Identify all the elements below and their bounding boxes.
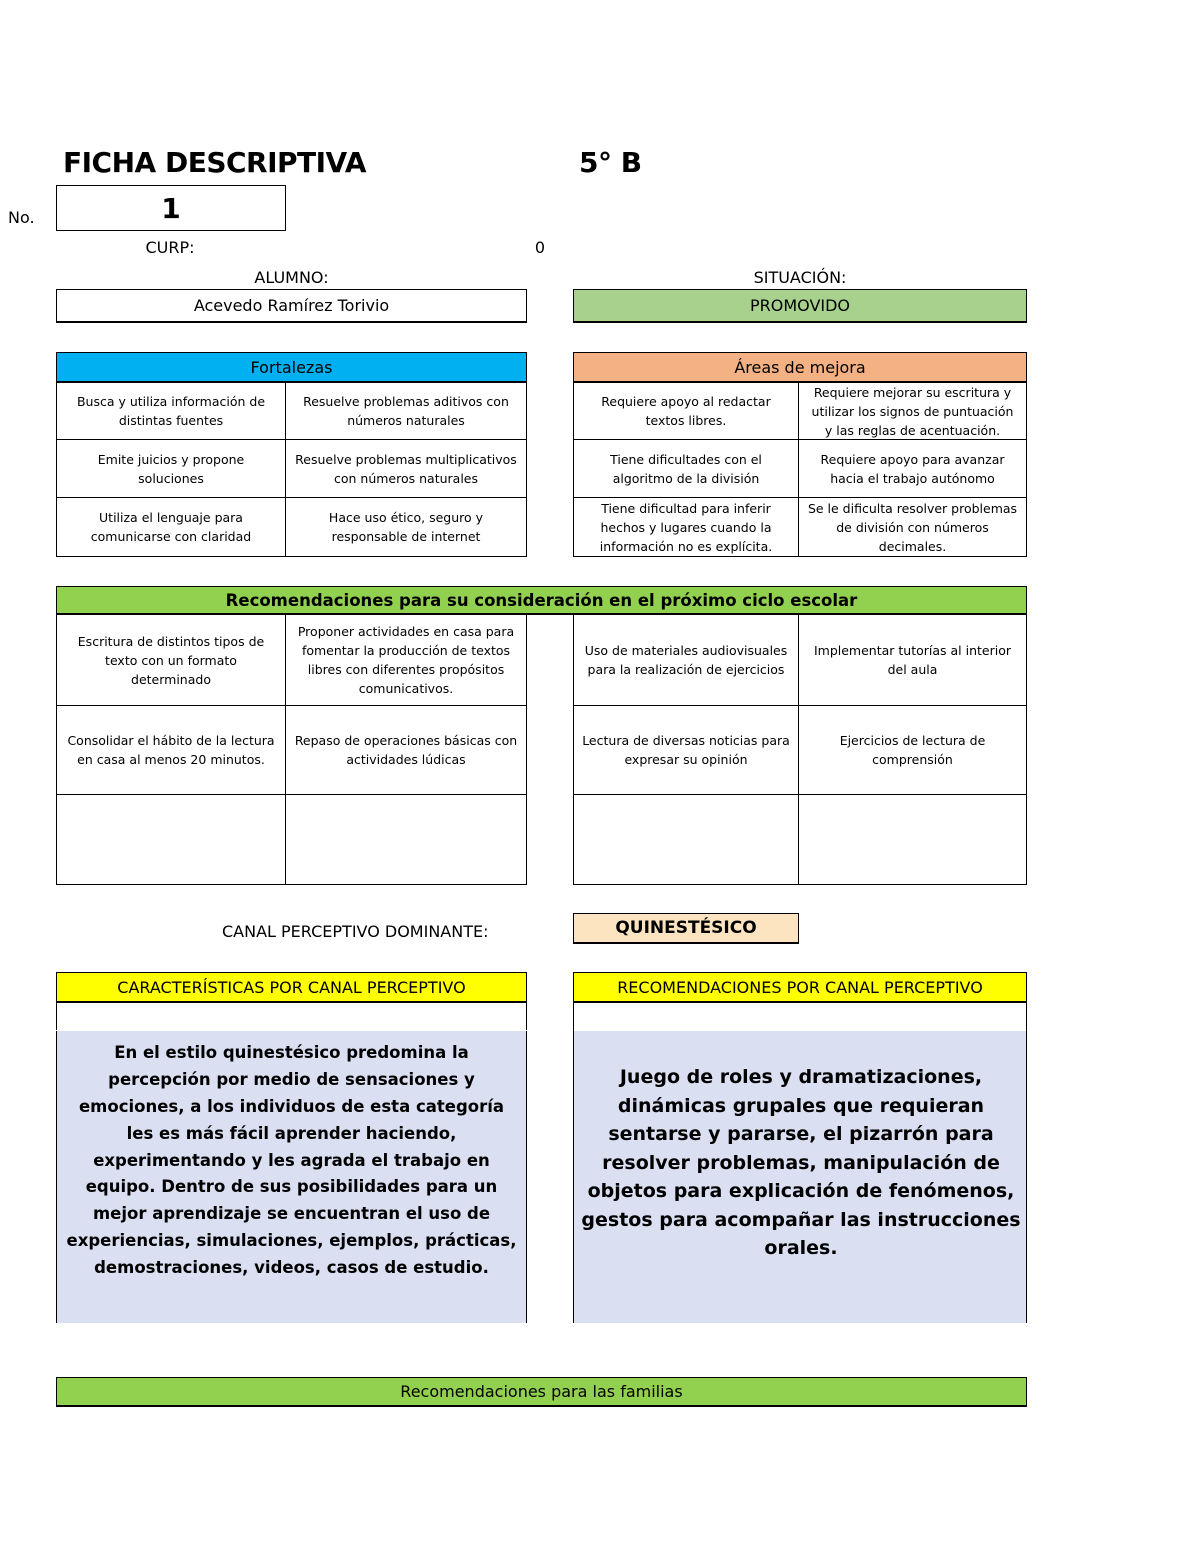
recomendacion-cell: Repaso de operaciones básicas con actividades lúdicas: [285, 705, 527, 795]
canal-value: QUINESTÉSICO: [615, 918, 757, 938]
no-value: 1: [161, 191, 181, 225]
familias-title: Recomendaciones para las familias: [400, 1382, 683, 1401]
recomendacion-cell: [798, 794, 1027, 885]
recomendaciones-canal-body: [573, 1003, 1027, 1323]
canal-label: CANAL PERCEPTIVO DOMINANTE:: [222, 922, 489, 941]
areas-table: [573, 352, 1027, 557]
curp-value: 0: [534, 238, 546, 257]
situacion-value: PROMOVIDO: [749, 296, 851, 315]
fortaleza-cell: Resuelve problemas multiplicativos con números naturales: [285, 439, 527, 498]
fortaleza-cell: Emite juicios y propone soluciones: [56, 439, 286, 498]
fortalezas-header: [56, 352, 527, 382]
fortaleza-cell: Resuelve problemas aditivos con números naturales: [285, 382, 527, 440]
fortaleza-cell: Utiliza el lenguaje para comunicarse con claridad: [56, 497, 286, 557]
caracteristicas-bottom-mask: [55, 1030, 528, 1031]
page-title: FICHA DESCRIPTIVA: [63, 146, 366, 179]
recomendacion-cell: Escritura de distintos tipos de texto con un formato determinado: [56, 614, 286, 706]
alumno-field[interactable]: [56, 289, 527, 323]
caracteristicas-text: En el estilo quinestésico predomina la percepción por medio de sensaciones y emociones, a los individuos de esta categoría les es más fácil aprender haciendo, experimentando y les agrada el trabajo en equipo. Dentro de sus posibilidades para un mejor aprendizaje se encuentran el uso de experiencias, simulaciones, ejemplos, prácticas, demostraciones, videos, casos de estudio.: [66, 1043, 517, 1277]
recomendacion-cell: Ejercicios de lectura de comprensión: [798, 705, 1027, 795]
caracteristicas-title: CARACTERÍSTICAS POR CANAL PERCEPTIVO: [117, 977, 466, 997]
areas-header: [573, 352, 1027, 382]
recomendaciones-canal-header: [573, 972, 1027, 1003]
recomendacion-cell: Proponer actividades en casa para fomentar la producción de textos libres con diferentes propósitos comunicativos.: [285, 614, 527, 706]
area-cell: Tiene dificultad para inferir hechos y lugares cuando la información no es explícita.: [573, 497, 799, 557]
recomendacion-cell: Lectura de diversas noticias para expresar su opinión: [573, 705, 799, 795]
situacion-label: SITUACIÓN:: [753, 268, 847, 287]
recomendaciones-canal-title: RECOMENDACIONES POR CANAL PERCEPTIVO: [617, 977, 983, 997]
canal-value-field[interactable]: [573, 913, 799, 944]
area-cell: Tiene dificultades con el algoritmo de la división: [573, 439, 799, 498]
fortalezas-title: Fortalezas: [250, 357, 333, 377]
area-cell: Requiere apoyo para avanzar hacia el trabajo autónomo: [798, 439, 1027, 498]
caracteristicas-top-band: [57, 1003, 526, 1031]
area-cell: Requiere mejorar su escritura y utilizar los signos de puntuación y las reglas de acentuación.: [798, 382, 1027, 440]
area-cell: Requiere apoyo al redactar textos libres.: [573, 382, 799, 440]
recomendacion-cell: [573, 794, 799, 885]
recomendacion-cell: Implementar tutorías al interior del aula: [798, 614, 1027, 706]
recomendaciones-left-table: [56, 614, 527, 885]
alumno-value: Acevedo Ramírez Torivio: [193, 296, 390, 315]
fortaleza-cell: Busca y utiliza información de distintas fuentes: [56, 382, 286, 440]
recomendaciones-right-table: [573, 614, 1027, 885]
curp-label: CURP:: [145, 238, 195, 257]
no-value-field[interactable]: [56, 185, 286, 231]
no-label: No.: [8, 208, 35, 227]
recomendacion-cell: [285, 794, 527, 885]
grade-label: 5° B: [579, 146, 642, 179]
areas-title: Áreas de mejora: [734, 357, 866, 377]
recomendacion-cell: Uso de materiales audiovisuales para la realización de ejercicios: [573, 614, 799, 706]
recomendaciones-canal-text: Juego de roles y dramatizaciones, dinámicas grupales que requieran sentarse y pararse, el pizarrón para resolver problemas, manipulación de objetos para explicación de fenómenos, gestos para acompañar las instrucciones orales.: [581, 1066, 1021, 1260]
fortaleza-cell: Hace uso ético, seguro y responsable de internet: [285, 497, 527, 557]
recomendacion-cell: [56, 794, 286, 885]
recomendacion-cell: Consolidar el hábito de la lectura en casa al menos 20 minutos.: [56, 705, 286, 795]
caracteristicas-header: [56, 972, 527, 1003]
area-cell: Se le dificulta resolver problemas de división con números decimales.: [798, 497, 1027, 557]
recomendaciones-title: Recomendaciones para su consideración en el próximo ciclo escolar: [225, 590, 858, 610]
fortalezas-table: [56, 352, 527, 557]
recomendaciones-header: [56, 586, 1027, 615]
caracteristicas-body: [56, 1003, 527, 1323]
situacion-field[interactable]: [573, 289, 1027, 323]
recomendaciones-canal-top-band: [574, 1003, 1026, 1031]
familias-header: [56, 1377, 1027, 1407]
alumno-label: ALUMNO:: [254, 268, 329, 287]
